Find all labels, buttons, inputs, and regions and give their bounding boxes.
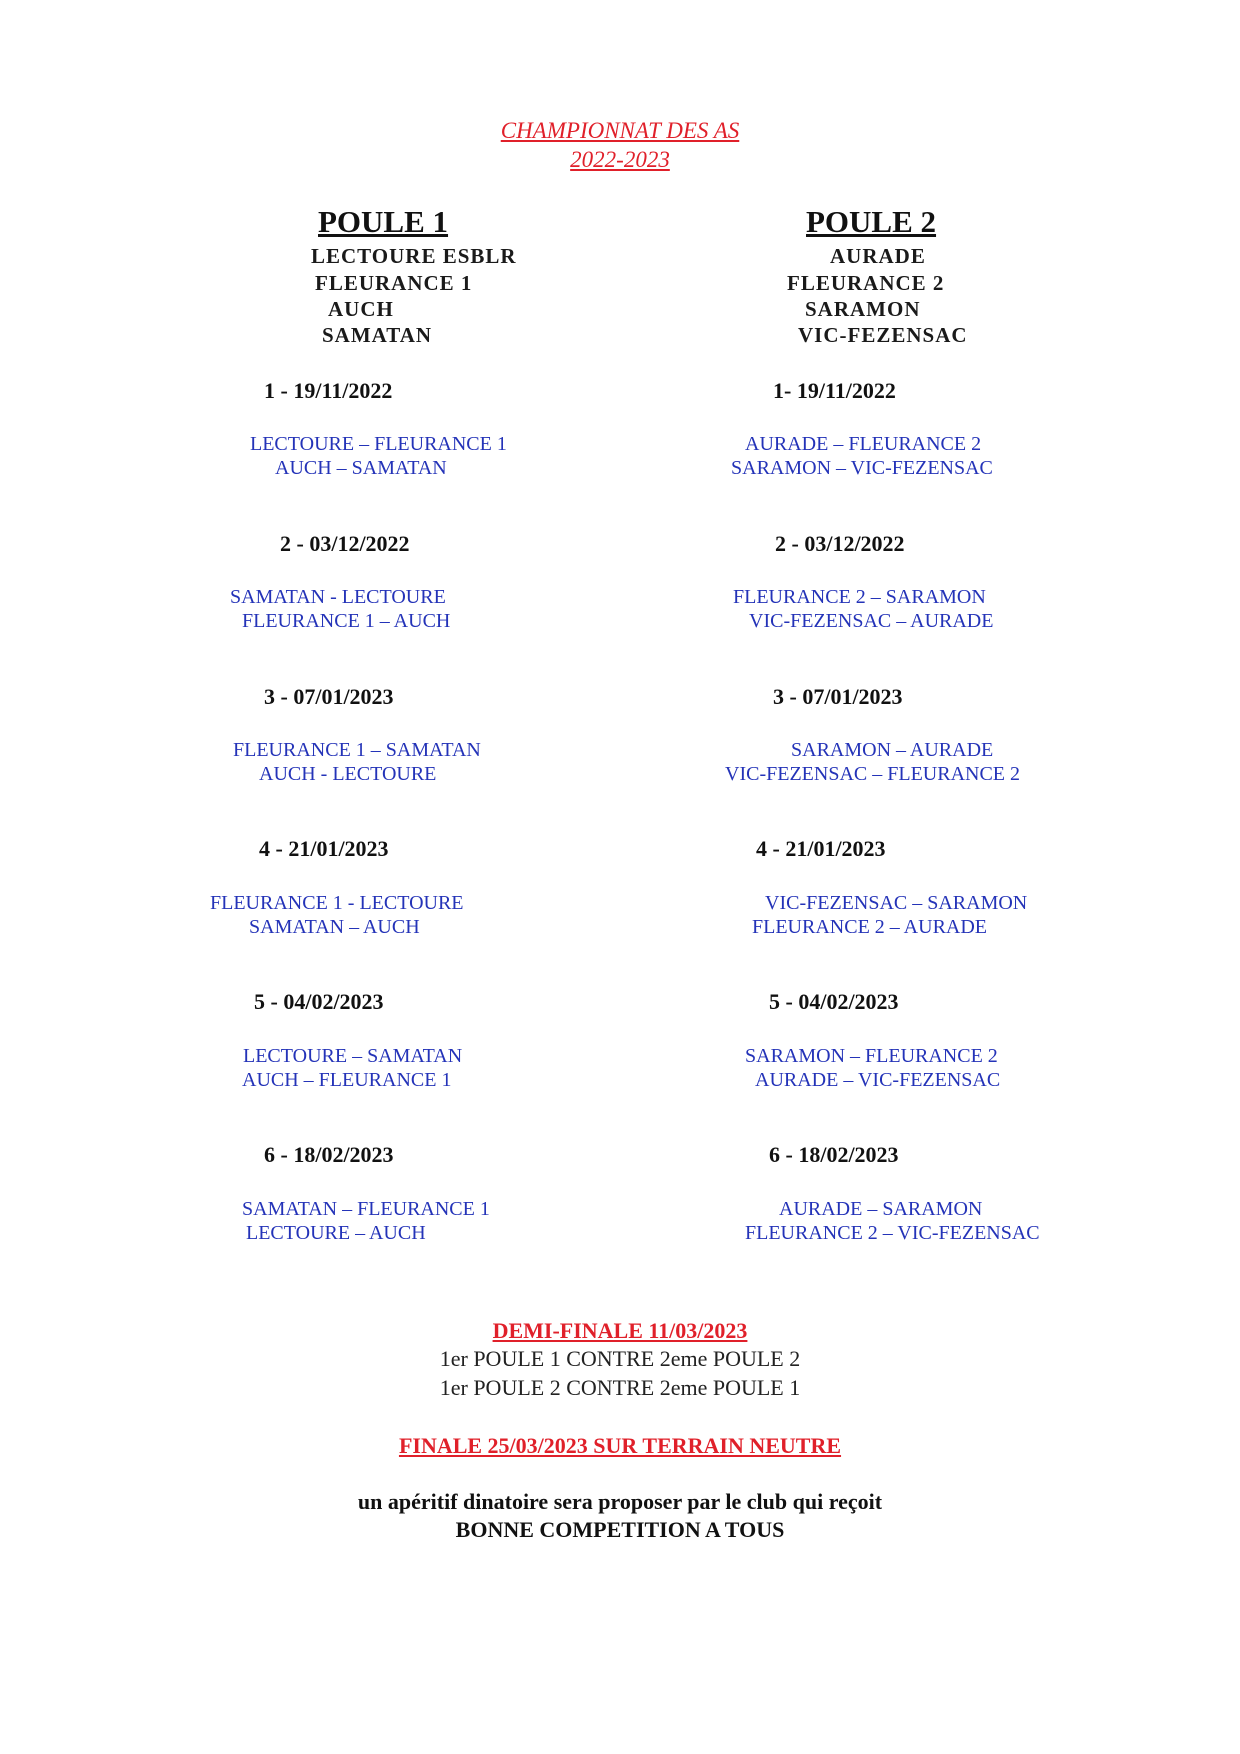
finale-title: FINALE 25/03/2023 SUR TERRAIN NEUTRE [398,1433,842,1458]
poule1-match: LECTOURE – SAMATAN [243,1045,463,1067]
poule2-round-date: 4 - 21/01/2023 [756,836,886,861]
poule1-heading: POULE 1 [318,204,449,239]
demi-finale-match: 1er POULE 1 CONTRE 2eme POULE 2 [439,1346,801,1371]
poule1-match: FLEURANCE 1 - LECTOURE [210,892,464,914]
poule2-round-date: 1- 19/11/2022 [773,378,896,403]
poule2-match: FLEURANCE 2 – SARAMON [733,586,986,608]
demi-finale-title: DEMI-FINALE 11/03/2023 [492,1318,748,1343]
poule2-round-date: 6 - 18/02/2023 [769,1142,899,1167]
demi-finale-match: 1er POULE 2 CONTRE 2eme POULE 1 [439,1375,801,1400]
poule1-match: FLEURANCE 1 – AUCH [242,610,451,632]
poule2-team: FLEURANCE 2 [787,271,945,295]
poule2-match: SARAMON – VIC-FEZENSAC [731,457,993,479]
poule1-round-date: 5 - 04/02/2023 [254,989,384,1014]
poule1-match: FLEURANCE 1 – SAMATAN [233,739,481,761]
poule2-match: FLEURANCE 2 – VIC-FEZENSAC [745,1222,1040,1244]
poule1-team: FLEURANCE 1 [315,271,473,295]
poule2-heading: POULE 2 [806,204,937,239]
poule1-match: SAMATAN – FLEURANCE 1 [242,1198,490,1220]
poule1-round-date: 2 - 03/12/2022 [280,531,410,556]
poule1-match: LECTOURE – FLEURANCE 1 [250,433,507,455]
closing-greeting: BONNE COMPETITION A TOUS [455,1517,785,1542]
poule2-match: SARAMON – FLEURANCE 2 [745,1045,998,1067]
poule1-round-date: 6 - 18/02/2023 [264,1142,394,1167]
poule2-match: AURADE – FLEURANCE 2 [745,433,982,455]
poule2-team: SARAMON [805,297,921,321]
poule2-match: VIC-FEZENSAC – SARAMON [765,892,1028,914]
poule1-team: AUCH [328,297,394,321]
poule1-team: SAMATAN [322,323,433,347]
poule2-match: FLEURANCE 2 – AURADE [752,916,988,938]
poule1-round-date: 3 - 07/01/2023 [264,684,394,709]
poule2-round-date: 5 - 04/02/2023 [769,989,899,1014]
poule1-team: LECTOURE ESBLR [311,244,517,268]
poule1-match: SAMATAN – AUCH [249,916,420,938]
poule2-match: VIC-FEZENSAC – FLEURANCE 2 [725,763,1021,785]
document-title: CHAMPIONNAT DES AS [500,118,740,143]
poule1-round-date: 1 - 19/11/2022 [264,378,393,403]
poule2-round-date: 2 - 03/12/2022 [775,531,905,556]
poule2-match: AURADE – VIC-FEZENSAC [755,1069,1001,1091]
season-label: 2022-2023 [570,147,670,172]
poule1-match: SAMATAN - LECTOURE [230,586,446,608]
poule2-match: VIC-FEZENSAC – AURADE [749,610,994,632]
poule1-match: AUCH - LECTOURE [259,763,437,785]
poule1-match: AUCH – SAMATAN [275,457,447,479]
poule1-round-date: 4 - 21/01/2023 [259,836,389,861]
poule1-match: AUCH – FLEURANCE 1 [242,1069,452,1091]
poule1-match: LECTOURE – AUCH [246,1222,426,1244]
poule2-team: VIC-FEZENSAC [798,323,968,347]
closing-note: un apéritif dinatoire sera proposer par le club qui reçoit [357,1489,883,1514]
poule2-round-date: 3 - 07/01/2023 [773,684,903,709]
poule2-team: AURADE [830,244,926,268]
poule2-match: AURADE – SARAMON [779,1198,983,1220]
poule2-match: SARAMON – AURADE [791,739,994,761]
